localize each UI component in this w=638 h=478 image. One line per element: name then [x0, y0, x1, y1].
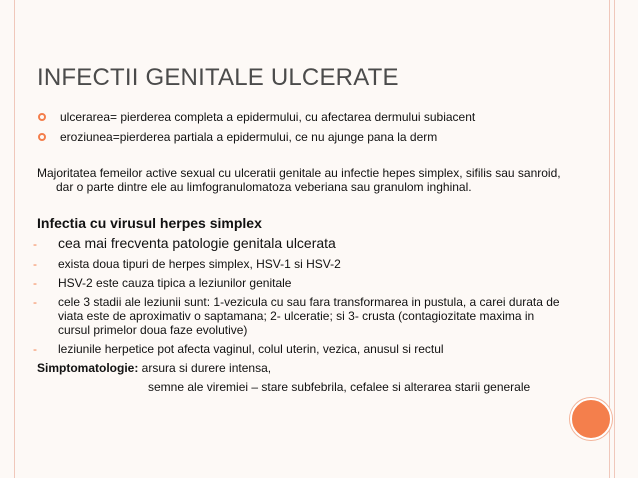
dash-bullet-icon: -: [33, 257, 37, 271]
ring-bullet-icon: [38, 113, 46, 121]
frame-line-left: [14, 0, 15, 478]
ring-bullet-icon: [38, 133, 46, 141]
bullet-item: [37, 110, 567, 124]
dash-item: [33, 342, 567, 356]
dash-item-text: cea mai frecventa patologie genitala ulcerata: [58, 235, 336, 251]
symptoms-label: Simptomatologie:: [37, 361, 139, 375]
symptoms-line-2: semne ale viremiei – stare subfebrila, cefalee si alterarea starii generale: [148, 380, 531, 394]
symptoms-block: [37, 361, 567, 394]
slide-content: [33, 110, 567, 394]
intro-paragraph: Majoritatea femeilor active sexual cu ulceratii genitale au infectie hepes simplex, sifilis sau sanroid, dar o parte dintre ele au limfogranulomatoza veberiana sau granulom inghinal.: [37, 166, 561, 194]
bullet-text: eroziunea=pierderea partiala a epidermului, ce nu ajunge pana la derm: [60, 130, 438, 144]
bullet-item: [37, 130, 567, 144]
dash-list: [33, 235, 567, 356]
dash-bullet-icon: -: [33, 342, 37, 356]
dash-bullet-icon: -: [33, 237, 37, 251]
dash-item: [33, 257, 567, 271]
dash-bullet-icon: -: [33, 276, 37, 290]
decorative-circle-icon: [570, 398, 612, 440]
dash-item: [33, 235, 567, 252]
symptoms-text-1: arsura si durere intensa,: [138, 361, 272, 375]
slide-title: INFECTII GENITALE ULCERATE: [37, 64, 399, 91]
bullet-text: ulcerarea= pierderea completa a epidermului, cu afectarea dermului subiacent: [60, 110, 476, 124]
dash-item-text: HSV-2 este cauza tipica a leziunilor genitale: [58, 276, 292, 290]
symptoms-line-1: [37, 361, 567, 375]
frame-line-right-inner: [614, 0, 615, 478]
dash-item: [33, 276, 567, 290]
dash-bullet-icon: -: [33, 295, 37, 309]
dash-item-text: leziunile herpetice pot afecta vaginul, colul uterin, vezica, anusul si rectul: [58, 342, 444, 356]
dash-item-text: cele 3 stadii ale leziunii sunt: 1-vezicula cu sau fara transformarea in pustula, a carei durata de viata este de aproximativ o saptamana; 2- ulceratie; si 3- crusta (contagiozitate maxima in cursul primelor doua faze evolutive): [58, 295, 560, 337]
dash-item: [33, 295, 567, 337]
frame-line-right-outer: [609, 0, 610, 478]
dash-item-text: exista doua tipuri de herpes simplex, HSV-1 si HSV-2: [58, 257, 341, 271]
section-heading: Infectia cu virusul herpes simplex: [37, 215, 262, 231]
